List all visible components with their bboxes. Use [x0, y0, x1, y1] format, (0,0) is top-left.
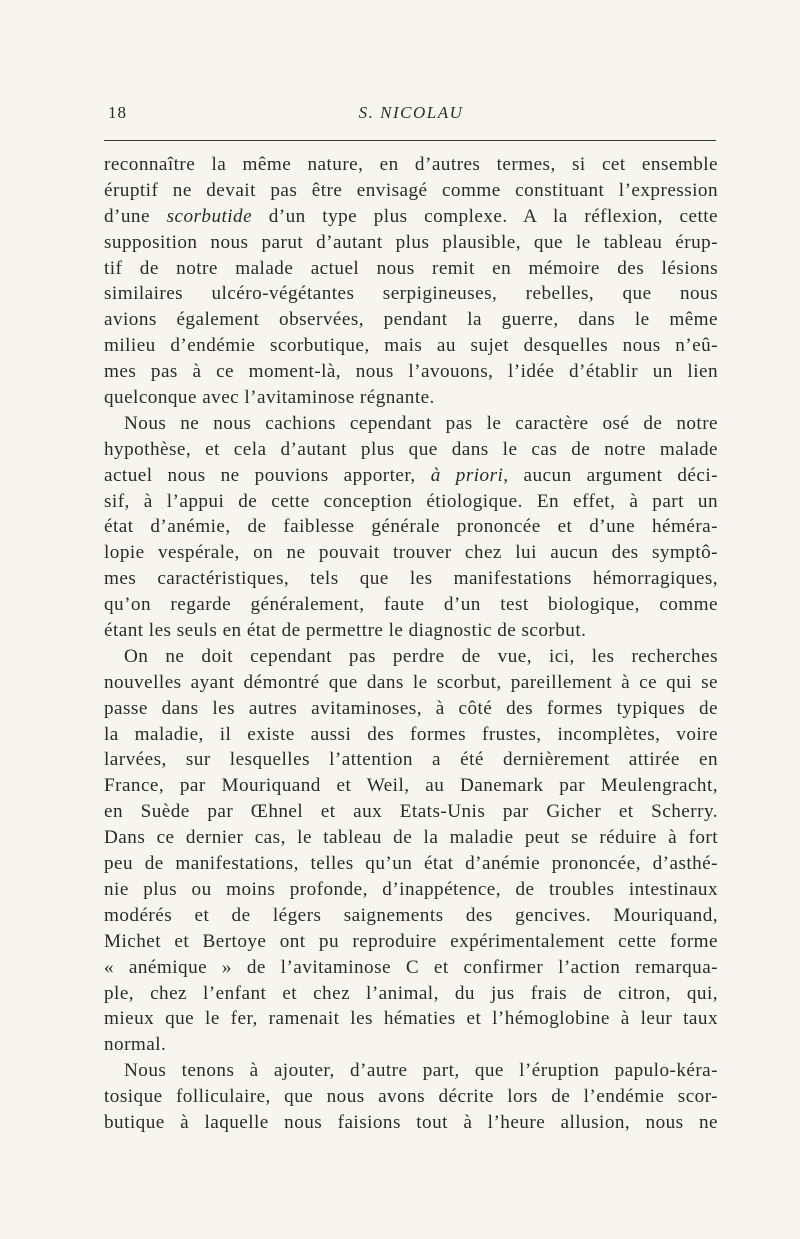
header-rule — [104, 140, 716, 141]
body-text — [104, 152, 718, 1136]
text-line: avions également observées, pendant la guerre, dans le même — [104, 309, 718, 331]
text-line: étant les seuls en état de permettre le diagnostic de scorbut. — [104, 620, 587, 642]
text-line: quelconque avec l’avitaminose régnante. — [104, 387, 435, 409]
text-line: tif de notre malade actuel nous remit en mémoire des lésions — [104, 257, 718, 279]
text-line: lopie vespérale, on ne pouvait trouver chez lui aucun des symptô- — [104, 542, 718, 564]
text-line: ple, chez l’enfant et chez l’animal, du jus frais de citron, qui, — [104, 982, 718, 1004]
text-line: normal. — [104, 1034, 167, 1056]
text-line: hypothèse, et cela d’autant plus que dans le cas de notre malade — [104, 438, 718, 460]
text-line: en Suède par Œhnel et aux Etats-Unis par Gicher et Scherry. — [104, 801, 718, 823]
text-line: tosique folliculaire, que nous avons décrite lors de l’endémie scor- — [104, 1086, 718, 1108]
text-line: « anémique » de l’avitaminose C et confirmer l’action remarqua- — [104, 956, 718, 978]
text-line: milieu d’endémie scorbutique, mais au sujet desquelles nous n’eû- — [104, 335, 718, 357]
text-line: Nous ne nous cachions cependant pas le caractère osé de notre — [124, 412, 718, 434]
page-header — [108, 103, 714, 129]
text-line: supposition nous parut d’autant plus plausible, que le tableau érup- — [104, 231, 718, 253]
text-line: Michet et Bertoye ont pu reproduire expérimentalement cette forme — [104, 930, 718, 952]
text-line: la maladie, il existe aussi des formes frustes, incomplètes, voire — [104, 723, 718, 745]
text-line: France, par Mouriquand et Weil, au Danemark par Meulengracht, — [104, 775, 718, 797]
text-line: d’une scorbutide d’un type plus complexe. A la réflexion, cette — [104, 205, 718, 227]
text-line: mes caractéristiques, tels que les manifestations hémorragiques, — [104, 568, 718, 590]
italic-term: scorbutide — [166, 205, 253, 227]
text-line: qu’on regarde généralement, faute d’un test biologique, comme — [104, 594, 718, 616]
text-line: peu de manifestations, telles qu’un état d’anémie prononcée, d’asthé- — [104, 853, 718, 875]
text-line: état d’anémie, de faiblesse générale prononcée et d’une héméra- — [104, 516, 718, 538]
text-line: nouvelles ayant démontré que dans le scorbut, pareillement à ce qui se — [104, 671, 718, 693]
text-line: éruptif ne devait pas être envisagé comme constituant l’expression — [104, 179, 718, 201]
text-line: Nous tenons à ajouter, d’autre part, que l’éruption papulo-kéra- — [124, 1060, 718, 1082]
text-line: passe dans les autres avitaminoses, à côté des formes typiques de — [104, 697, 718, 719]
page-number: 18 — [108, 103, 127, 122]
text-line: nie plus ou moins profonde, d’inappétence, de troubles intestinaux — [104, 878, 718, 900]
text-line: reconnaître la même nature, en d’autres termes, si cet ensemble — [104, 154, 718, 175]
text-line: sif, à l’appui de cette conception étiologique. En effet, à part un — [104, 490, 718, 512]
text-line: butique à laquelle nous faisions tout à l’heure allusion, nous ne — [104, 1111, 718, 1133]
text-line: mes pas à ce moment-là, nous l’avouons, l’idée d’établir un lien — [104, 361, 718, 383]
text-line: On ne doit cependant pas perdre de vue, ici, les recherches — [124, 645, 718, 667]
text-line: actuel nous ne pouvions apporter, à priori, aucun argument déci- — [104, 464, 718, 486]
text-line: similaires ulcéro-végétantes serpigineuses, rebelles, que nous — [104, 283, 718, 305]
text-line: mieux que le fer, ramenait les hématies et l’hémoglobine à leur taux — [104, 1008, 718, 1030]
italic-term: à priori — [430, 464, 504, 486]
text-line: Dans ce dernier cas, le tableau de la maladie peut se réduire à fort — [104, 827, 718, 849]
text-line: modérés et de légers saignements des gencives. Mouriquand, — [104, 904, 718, 926]
text-line: larvées, sur lesquelles l’attention a été dernièrement attirée en — [104, 749, 718, 771]
running-title: S. NICOLAU — [358, 103, 464, 122]
